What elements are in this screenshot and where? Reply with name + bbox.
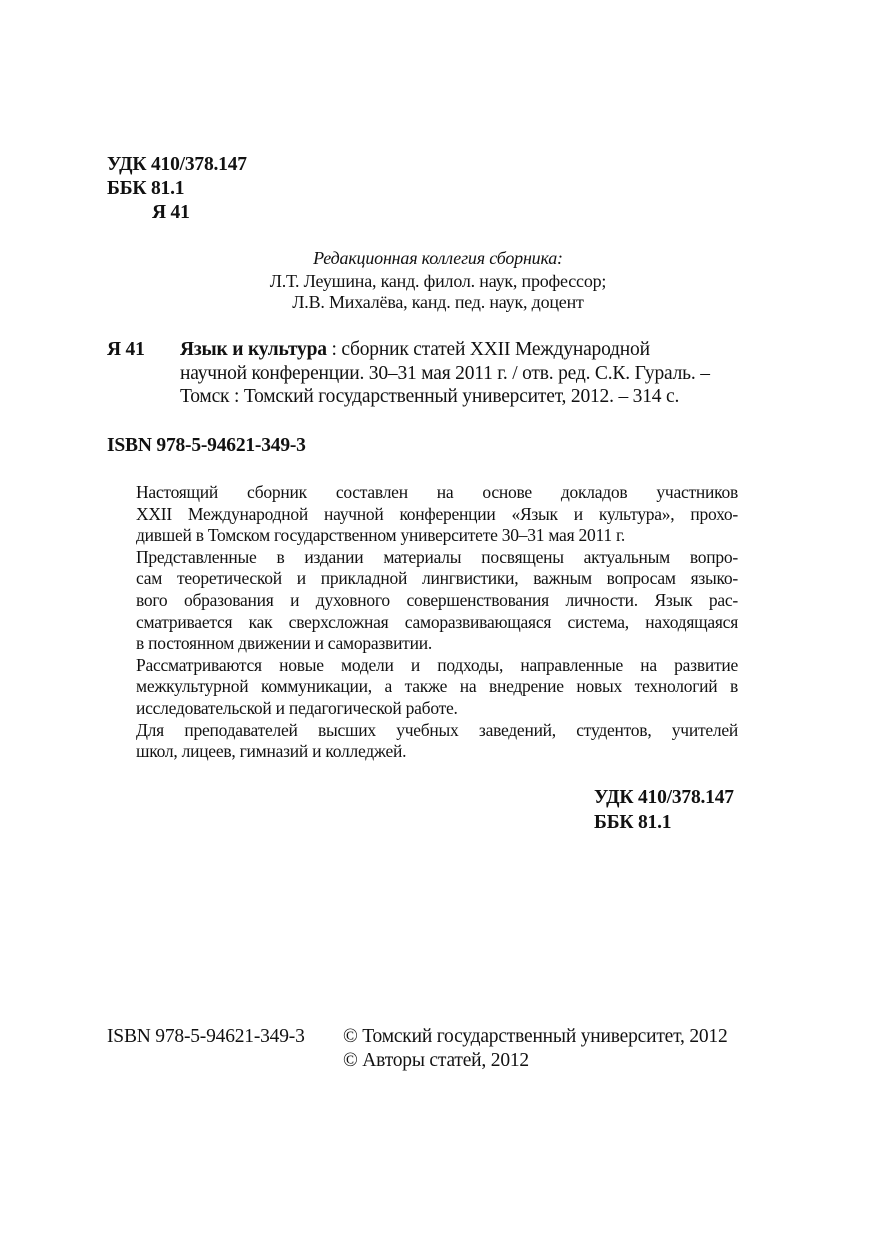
book-title: Язык и культура bbox=[180, 339, 327, 360]
footer-udk-code: УДК 410/378.147 bbox=[594, 787, 734, 808]
abstract-line: исследовательской и педагогической работе. bbox=[136, 697, 458, 718]
editorial-member: Л.Т. Леушина, канд. филол. наук, профессор; bbox=[269, 271, 607, 291]
record-line-3: Томск : Томский государственный университет, 2012. – 314 с. bbox=[180, 386, 680, 407]
copyright-isbn: ISBN 978-5-94621-349-3 bbox=[107, 1026, 305, 1047]
abstract-line: XXII Международной научной конференции «Язык и культура», прохо- bbox=[136, 503, 738, 524]
record-line-2: научной конференции. 30–31 мая 2011 г. / отв. ред. С.К. Гураль. – bbox=[180, 363, 710, 384]
record-mark: Я 41 bbox=[107, 339, 145, 360]
abstract-line: школ, лицеев, гимназий и колледжей. bbox=[136, 741, 407, 762]
isbn: ISBN 978-5-94621-349-3 bbox=[107, 435, 306, 456]
abstract-line: Представленные в издании материалы посвящены актуальным вопро- bbox=[136, 546, 738, 567]
abstract-line: Для преподавателей высших учебных заведений, студентов, учителей bbox=[136, 719, 738, 740]
record-line-1 bbox=[180, 338, 650, 362]
abstract-line: Настоящий сборник составлен на основе докладов участников bbox=[136, 482, 738, 502]
abstract-line: в постоянном движении и саморазвитии. bbox=[136, 633, 432, 654]
bbk-code: ББК 81.1 bbox=[107, 178, 185, 199]
author-mark: Я 41 bbox=[152, 202, 190, 223]
editorial-member: Л.В. Михалёва, канд. пед. наук, доцент bbox=[292, 292, 584, 312]
abstract bbox=[107, 482, 738, 763]
record-subtitle: : сборник статей XXII Международной bbox=[326, 339, 650, 360]
copyright-university: © Томский государственный университет, 2012 bbox=[343, 1026, 728, 1047]
abstract-line: межкультурной коммуникации, а также на внедрение новых технологий в bbox=[136, 676, 738, 697]
abstract-line: вого образования и духовного совершенствования личности. Язык рас- bbox=[136, 589, 738, 610]
footer-bbk-code: ББК 81.1 bbox=[594, 812, 672, 833]
abstract-line: сам теоретической и прикладной лингвистики, важным вопросам языко- bbox=[136, 568, 738, 589]
udk-code: УДК 410/378.147 bbox=[107, 154, 247, 175]
copyright-authors: © Авторы статей, 2012 bbox=[343, 1050, 529, 1071]
abstract-line: сматривается как сверхсложная саморазвивающаяся система, находящаяся bbox=[136, 611, 738, 632]
abstract-line: Рассматриваются новые модели и подходы, направленные на развитие bbox=[136, 654, 738, 675]
abstract-line: дившей в Томском государственном университете 30–31 мая 2011 г. bbox=[136, 525, 626, 546]
editorial-board-title: Редакционная коллегия сборника: bbox=[313, 248, 563, 268]
